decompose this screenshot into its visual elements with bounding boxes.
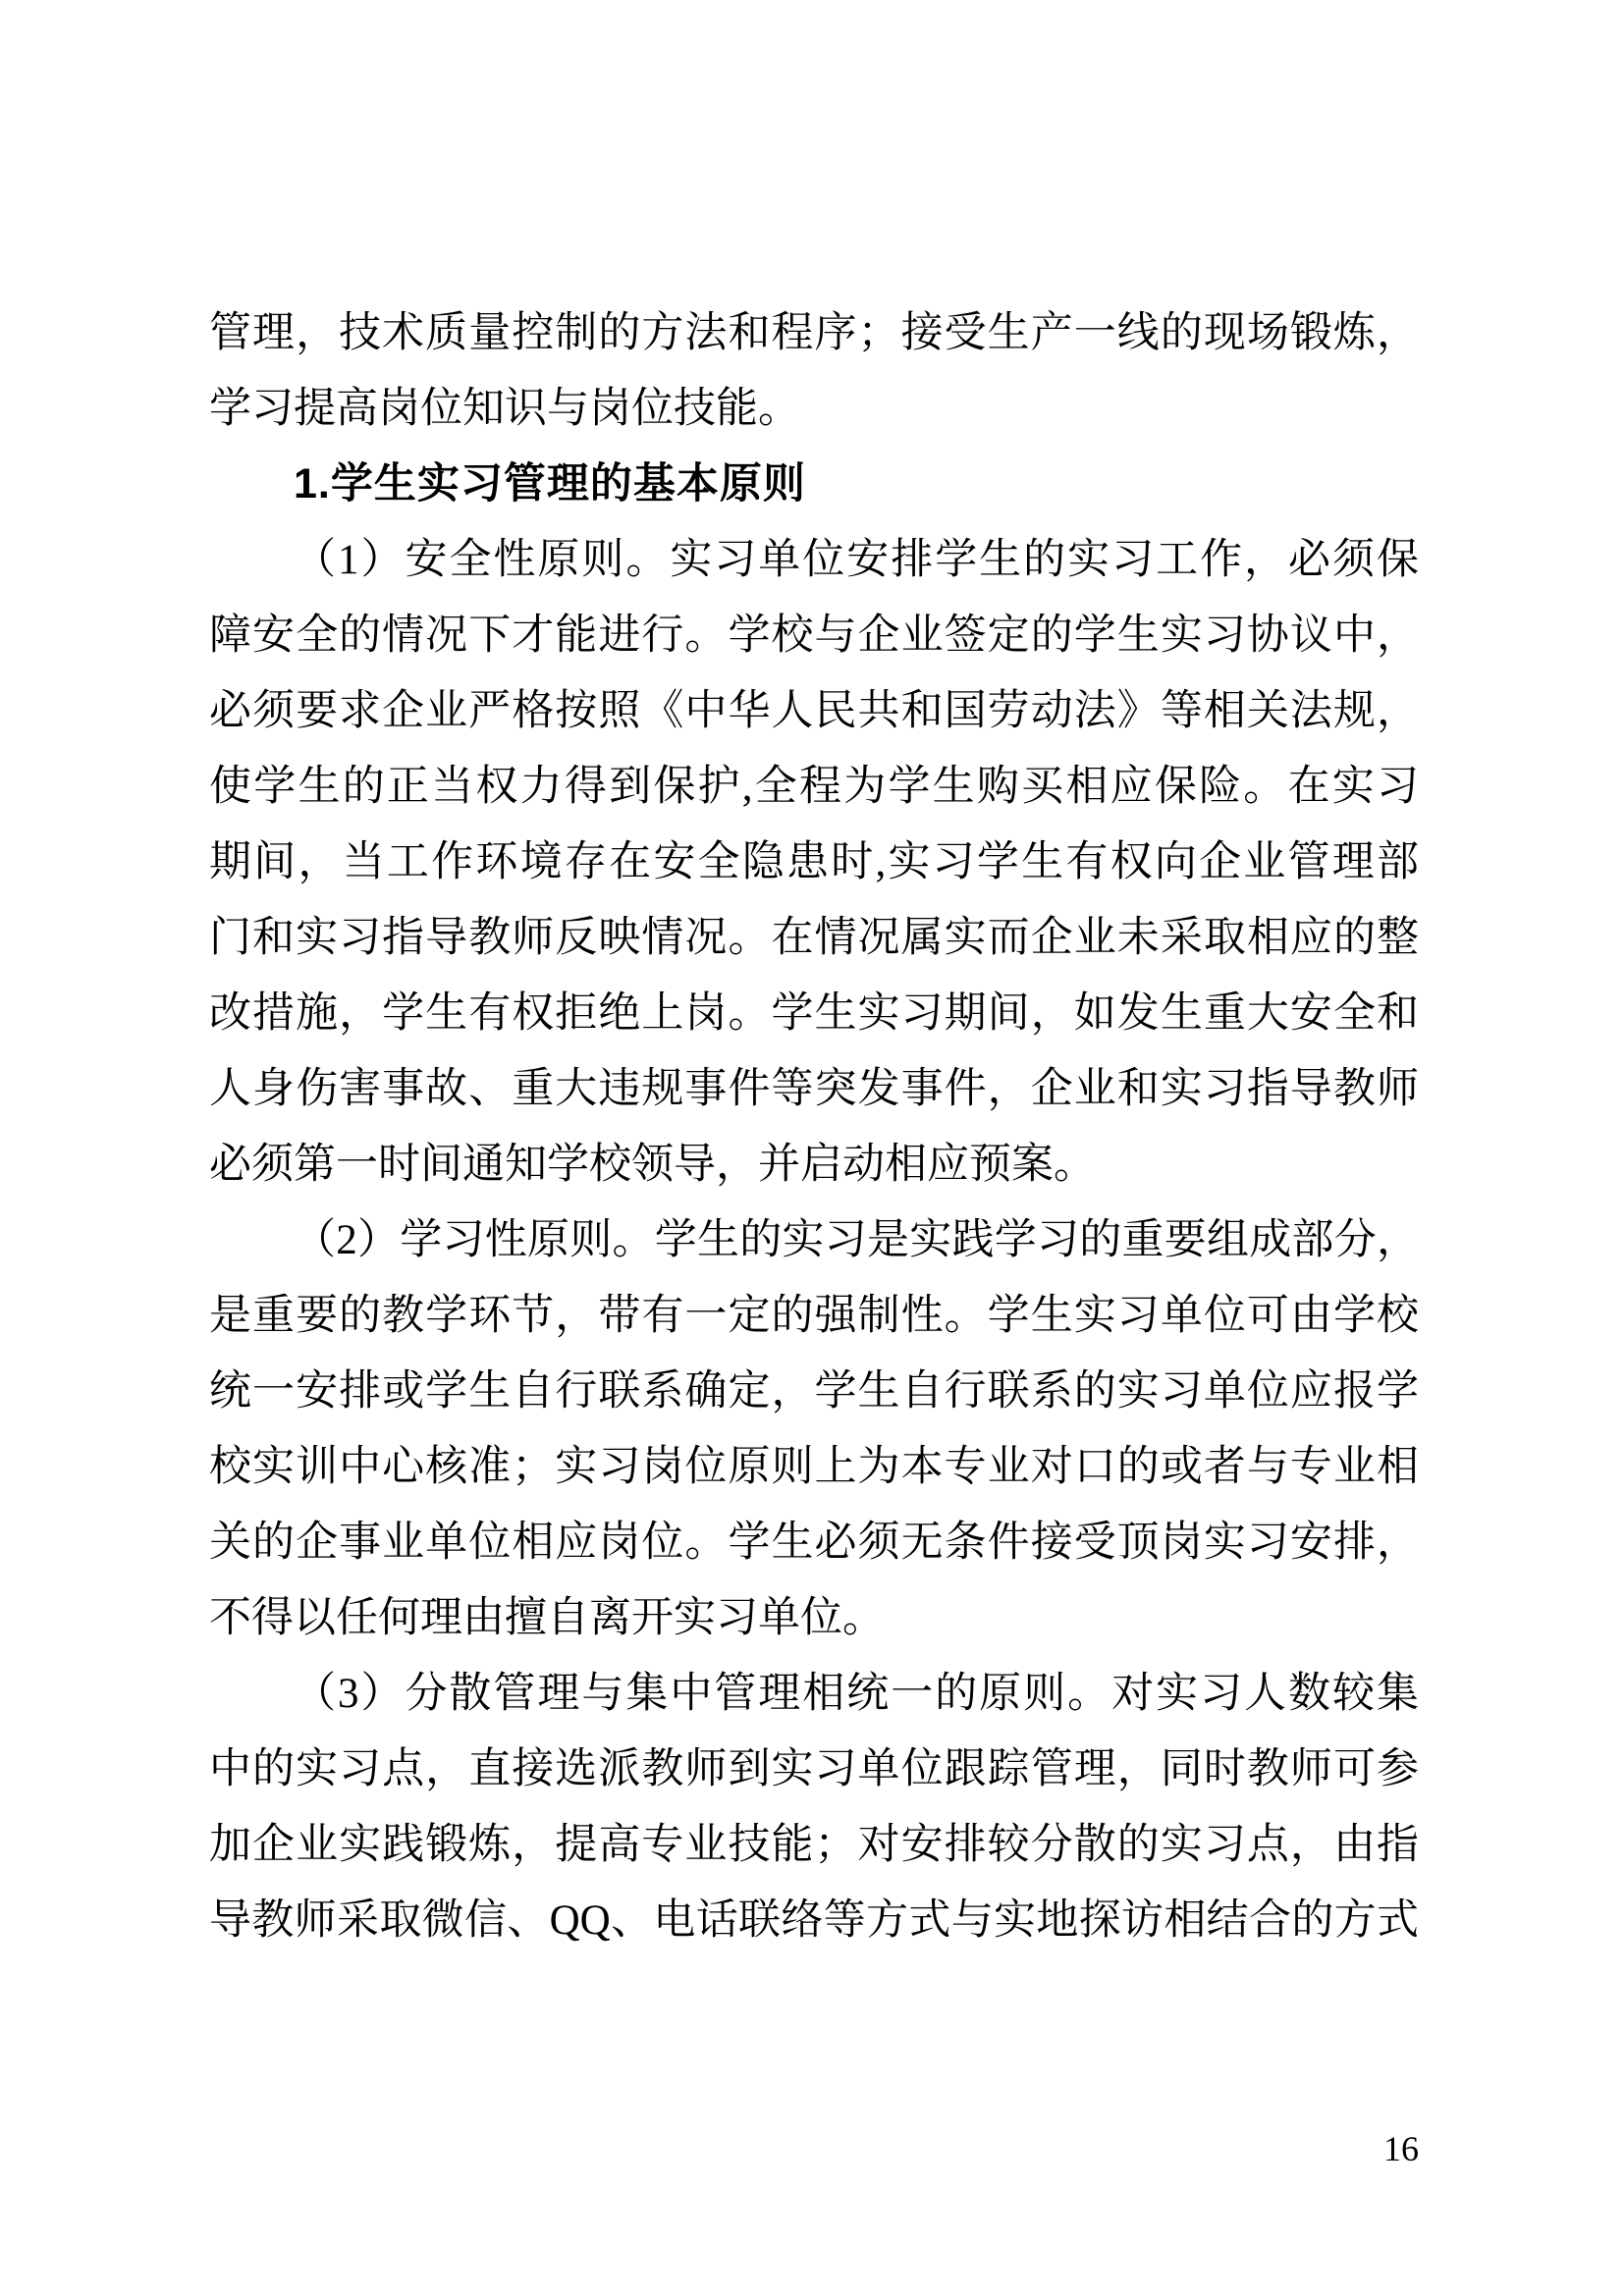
- body-line: （2）学习性原则。学生的实习是实践学习的重要组成部分，: [294, 1217, 1419, 1263]
- body-line: 管理，技术质量控制的方法和程序；接受生产一线的现场锻炼，: [209, 310, 1419, 356]
- body-line: 必须要求企业严格按照《中华人民共和国劳动法》等相关法规，: [209, 688, 1419, 734]
- body-line: 不得以任何理由擅自离开实习单位。: [209, 1595, 885, 1641]
- body-line: 改措施，学生有权拒绝上岗。学生实习期间，如发生重大安全和: [209, 990, 1419, 1037]
- body-line: （3）分散管理与集中管理相统一的原则。对实习人数较集: [294, 1671, 1419, 1717]
- body-line: 统一安排或学生自行联系确定，学生自行联系的实习单位应报学: [209, 1368, 1419, 1415]
- body-line: 加企业实践锻炼，提高专业技能；对安排较分散的实习点，由指: [209, 1822, 1419, 1868]
- body-line: 中的实习点，直接选派教师到实习单位跟踪管理，同时教师可参: [209, 1746, 1419, 1792]
- body-line: 使学生的正当权力得到保护,全程为学生购买相应保险。在实习: [209, 764, 1419, 810]
- body-line: 校实训中心核准；实习岗位原则上为本专业对口的或者与专业相: [209, 1444, 1419, 1490]
- body-line: （1）安全性原则。实习单位安排学生的实习工作，必须保: [294, 537, 1419, 583]
- body-line: 期间，当工作环境存在安全隐患时,实习学生有权向企业管理部: [209, 839, 1419, 885]
- body-line: 人身伤害事故、重大违规事件等突发事件，企业和实习指导教师: [209, 1066, 1419, 1112]
- body-line: 必须第一时间通知学校领导，并启动相应预案。: [209, 1142, 1096, 1188]
- page-number: 16: [1383, 2129, 1419, 2168]
- body-line: 门和实习指导教师反映情况。在情况属实而企业未采取相应的整: [209, 915, 1419, 961]
- body-line: 导教师采取微信、QQ、电话联络等方式与实地探访相结合的方式: [209, 1897, 1419, 1944]
- body-line: 是重要的教学环节，带有一定的强制性。学生实习单位可由学校: [209, 1293, 1419, 1339]
- body-line: 关的企事业单位相应岗位。学生必须无条件接受顶岗实习安排，: [209, 1520, 1419, 1566]
- body-line: 学习提高岗位知识与岗位技能。: [209, 386, 800, 432]
- document-body: [209, 295, 1419, 1958]
- section-heading: 1.学生实习管理的基本原则: [294, 460, 806, 507]
- body-line: 障安全的情况下才能进行。学校与企业签定的学生实习协议中，: [209, 613, 1419, 659]
